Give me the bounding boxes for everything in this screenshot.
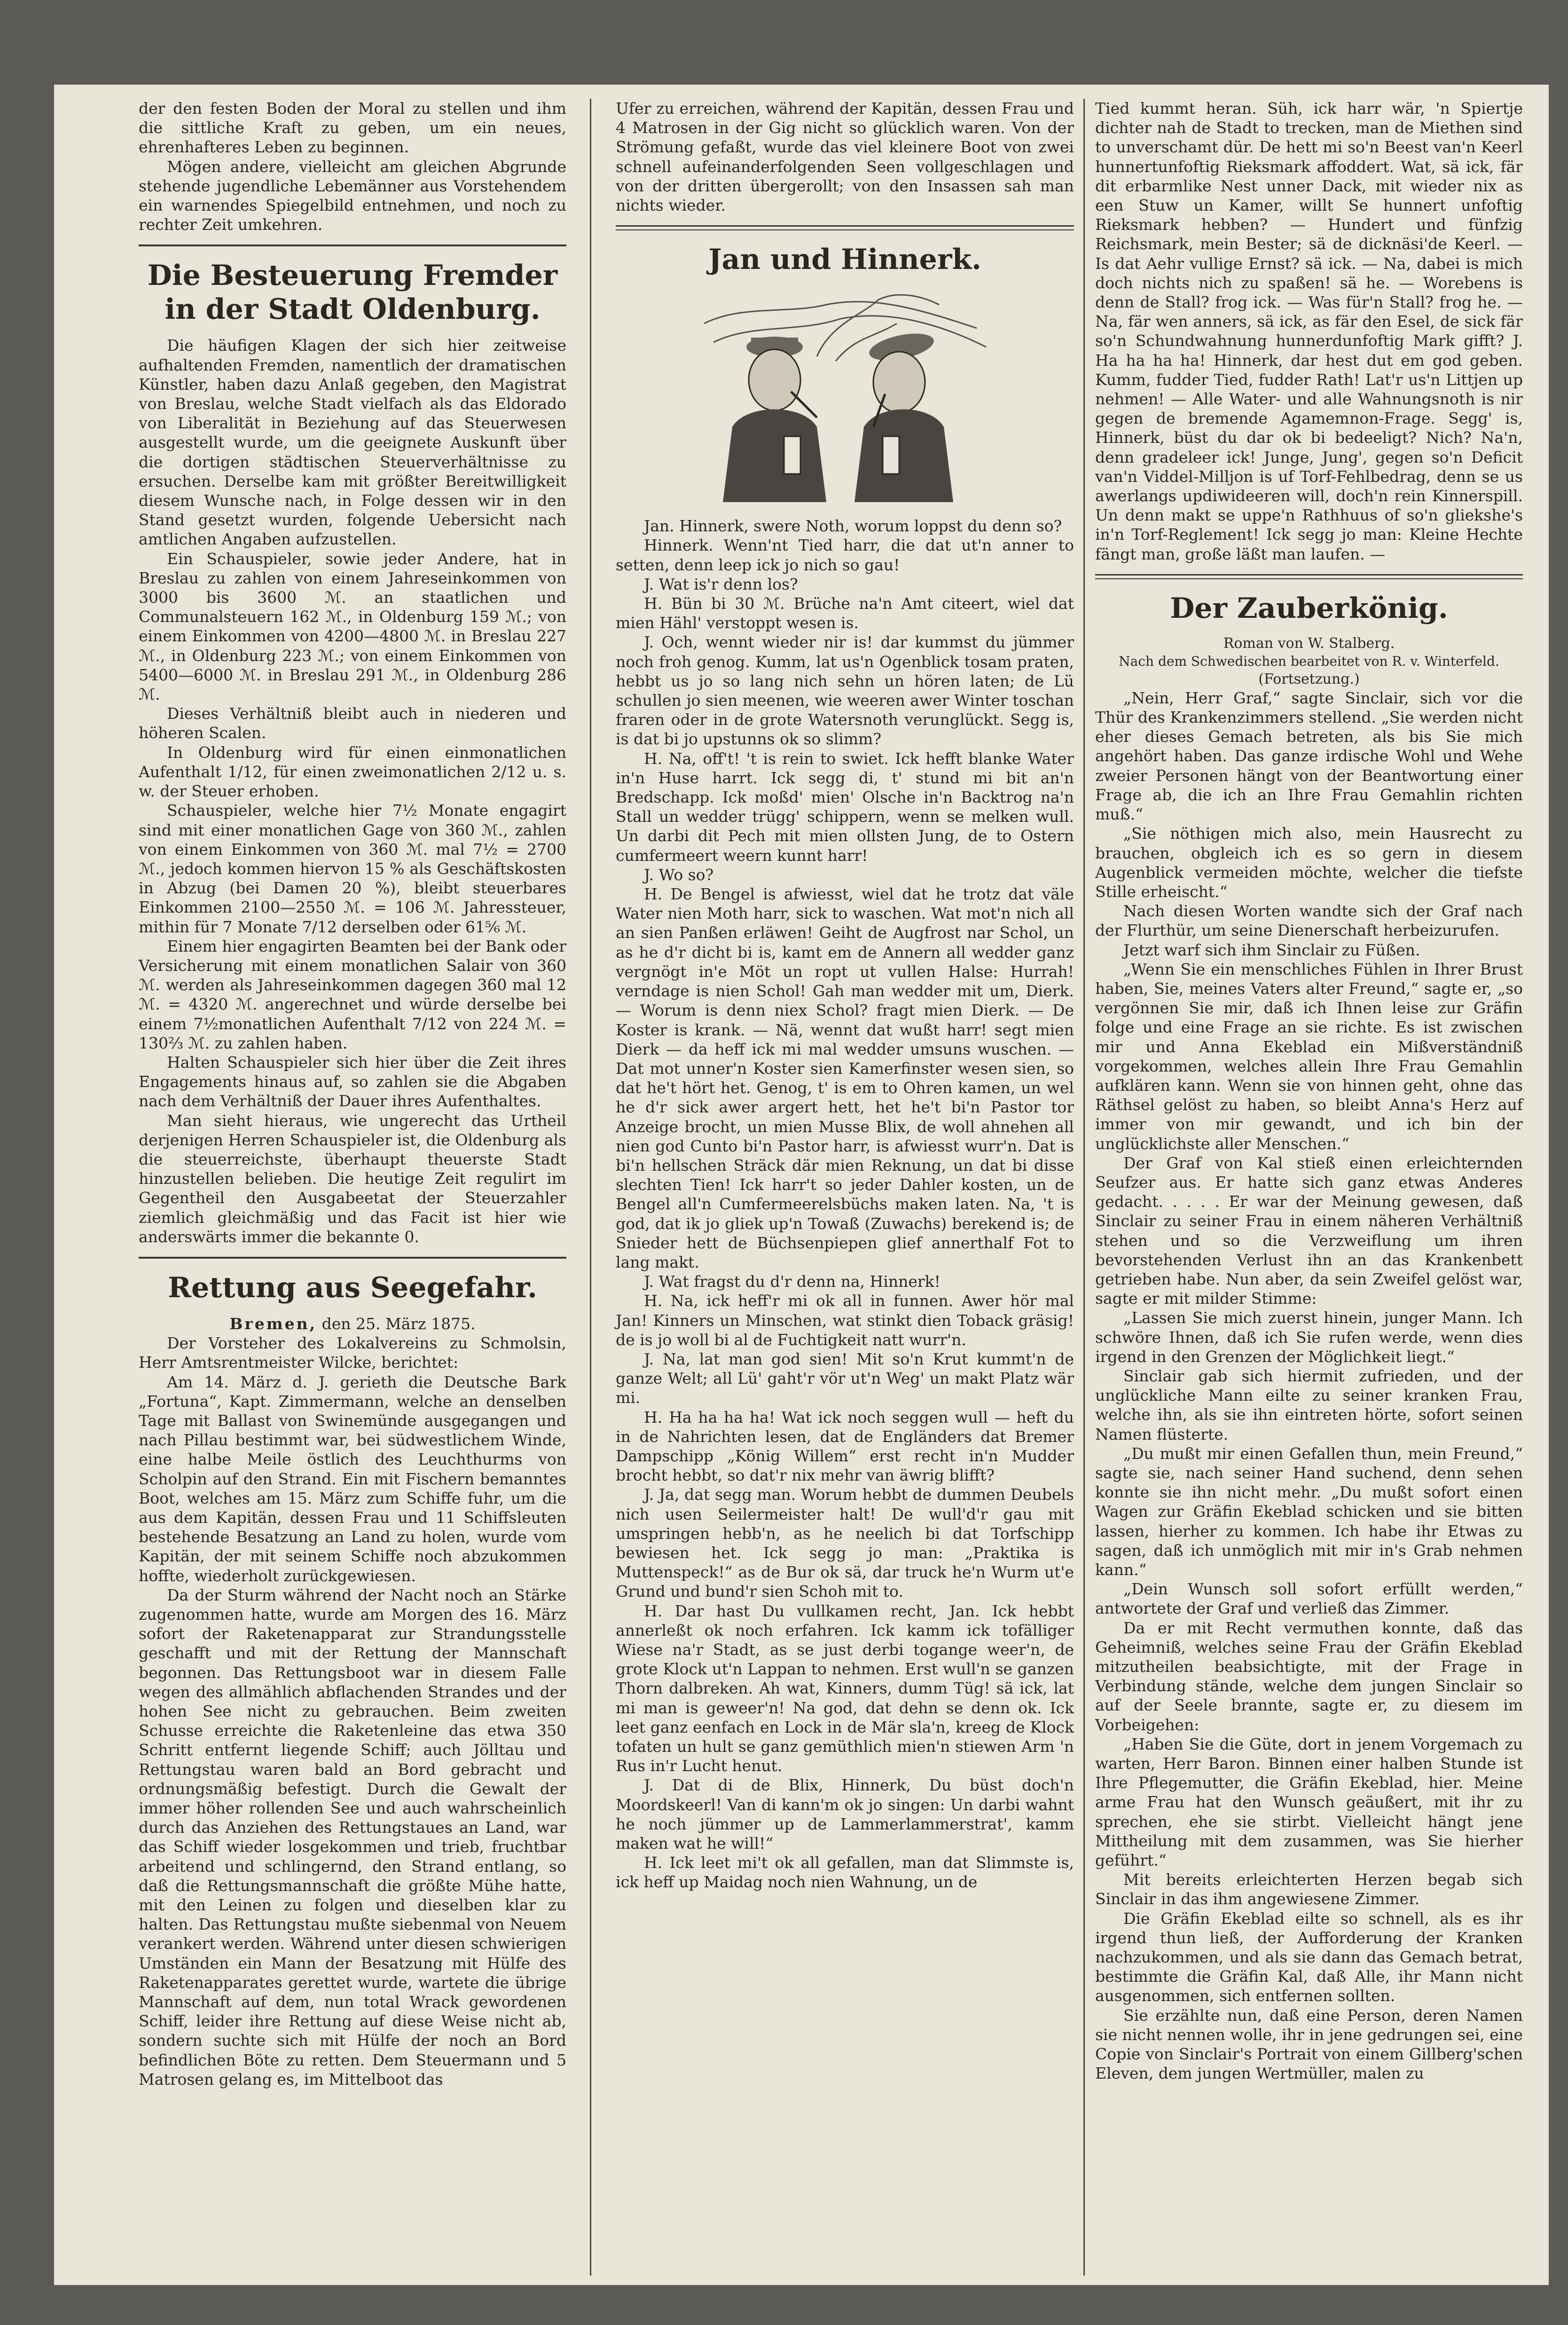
paragraph: Die häufigen Klagen der sich hier zeitweise aufhaltenden Fremden, namentlich der dramatischen Künstler, haben dazu Anlaß gegeben, den Magistrat von Breslau, welche Stadt vielfach als das Eldorado von Liberalität in Beziehung auf das Steuerwesen ausgestellt wurde, um die geeignete Auskunft über die dortigen städtischen Steuerverhältnisse zu ersuchen. Derselbe kam mit größter Bereitwilligkeit diesem Wunsche nach, in Folge dessen wir in den Stand gesetzt wurden, folgende Uebersicht nach amtlichen Angaben aufzustellen. <box>139 336 566 549</box>
paragraph: Sinclair gab sich hiermit zufrieden, und der unglückliche Mann eilte zu seiner kranken Frau, welche ihn, als sie ihn eintreten hörte, sofort seinen Namen flüsterte. <box>1095 1366 1523 1443</box>
paragraph: Da er mit Recht vermuthen konnte, daß das Geheimniß, welches seine Frau der Gräfin Ekeblad mitzutheilen beabsichtigte, mit der Frage in Verbindung stände, welche dem jungen Sinclair so auf der Seele brannte, sagte er, zu diesem im Vorbeigehen: <box>1095 1618 1523 1734</box>
paragraph: J. Wat fragst du d'r denn na, Hinnerk! <box>644 1272 941 1291</box>
paragraph: Ufer zu erreichen, während der Kapitän, dessen Frau und 4 Matrosen in der Gig nicht so glücklich waren. Von der Strömung gefaßt, wurde das viel kleinere Boot von zwei schnell aufeinanderfolgenden Seen vollgeschlagen und von der dritten übergerollt; von den Insassen sah man nichts wieder. <box>616 99 1074 215</box>
newspaper-page <box>54 85 1549 2285</box>
paragraph: J. Och, wennt wieder nir is! dar kummst du jümmer noch froh genog. Kumm, lat us'n Ogenblick tosam praten, hebbt us jo so lang nich sehn un hören laten; de Lü schullen jo sien meenen, wie weeren awer Winter toschan fraren oder in de grote Watersnoth verunglückt. Segg is, is dat bi jo upstunns ok so slimm? <box>616 633 1074 749</box>
article-subtitle: Roman von W. Stalberg. <box>1223 635 1395 652</box>
paragraph: Tied kummt heran. Süh, ick harr wär, 'n Spiertje dichter nah de Stadt to trecken, man de Miethen sind to unverschamt dür. De hett mi so'n Beest van'n Keerl hunnertunfoftig Rieksmark affoddert. Wat, sä ick, fär dit erbarmlike Nest unner Dack, mit wieder nix as een Stuw un Kamer, willt Se hunnert unfoftig Rieksmark hebben? — Hundert und fünfzig Reichsmark, mein Bester; sä de dicknäsi'de Keerl. — Is dat Aehr vullige Ernst? sä ick. — Na, dabei is mich doch nichts nich zu spaßen! sä he. — Worebens is denn de Stall? frog ick. — Was für'n Stall? frog he. — Na, fär wen anners, sä ick, as fär den Esel, de sick fär so'n Schundwahnung hunnerdunfoftig Mark gifft? J. Ha ha ha ha! Hinnerk, dar hest dut em god geben. Kumm, fudder Tied, fudder Rath! Lat'r us'n Littjen up nehmen! — Alle Water- und alle Wahnungsnoth is nir gegen de bremende Agamemnon-Frage. Segg' is, Hinnerk, büst du dar ok bi bedeeligt? Nich? Na'n, denn gradeleer ick! Junge, Jung', gegen so'n Deficit van'n Viddel-Milljon is uf Torf-Fehlbedrag, denn se us awerlangs updiwideeren will, doch'n rein Kinnerspill. Un denn makt se uppe'n Rathhuus of so'n gliekshe's in'n Torf-Reglement! Ick segg jo man: Kleine Hechte fängt man, große läßt man laufen. — <box>1095 99 1523 563</box>
divider <box>1095 574 1523 579</box>
column-2 <box>616 99 1074 1892</box>
paragraph: „Sie nöthigen mich also, mein Hausrecht zu brauchen, obgleich ich es so gern in diesem Augenblick vermeiden möchte, welcher die tiefste Stille erheischt.“ <box>1095 824 1523 901</box>
paragraph: Jan. Hinnerk, swere Noth, worum loppst du denn so? <box>644 517 1062 536</box>
divider <box>139 244 566 246</box>
paragraph: „Dein Wunsch soll sofort erfüllt werden,“ antwortete der Graf und verließ das Zimmer. <box>1095 1580 1523 1618</box>
paragraph: H. Na, off't! 't is rein to swiet. Ick hefft blanke Water in'n Huse harrt. Ick segg di, t' stund mi bit an'n Bredschapp. Ick moßd' mien' Olsche in'n Backtrog na'n Stall un wedder trügg' schippern, wenn se melken wull. Un darbi dit Pech mit mien ollsten Jung, de to Ostern cumfermeert weern kunnt harr! <box>616 749 1074 865</box>
paragraph: Der Graf von Kal stieß einen erleichternden Seufzer aus. Er hatte sich ganz etwas Anderes gedacht. . . . . Er war der Meinung gewesen, daß Sinclair zu seiner Frau in einem näheren Verhältniß stehen und so die Verzweiflung um ihren bevorstehenden Verlust ihn an das Krankenbett getrieben habe. Nun aber, da sein Zweifel gelöst war, sagte er mit milder Stimme: <box>1095 1153 1523 1308</box>
article-title-besteuerung: Die Besteuerung Fremder in der Stadt Oldenburg. <box>147 259 558 326</box>
paragraph: „Du mußt mir einen Gefallen thun, mein Freund,“ sagte sie, nach seiner Hand suchend, denn sehen konnte sie ihn nicht mehr. „Du mußt sofort einen Wagen zur Gräfin Ekeblad schicken und sie bitten lassen, hierher zu kommen. Ich habe ihr Etwas zu sagen, daß ich unmöglich mit mir in's Grab nehmen kann.“ <box>1095 1444 1523 1579</box>
paragraph: Dieses Verhältniß bleibt auch in niederen und höheren Scalen. <box>139 704 566 742</box>
paragraph: Mit bereits erleichterten Herzen begab sich Sinclair in das ihm angewiesene Zimmer. <box>1095 1870 1523 1908</box>
paragraph: H. Ick leet mi't ok all gefallen, man dat Slimmste is, ick heff up Maidag noch nien Wahnung, un de <box>616 1853 1074 1892</box>
article-title-rettung: Rettung aus Seegefahr. <box>168 1271 537 1304</box>
paragraph: Ein Schauspieler, sowie jeder Andere, hat in Breslau zu zahlen von einem Jahreseinkommen von 3000 bis 3600 ℳ. an staatlichen und Communalsteuern 162 ℳ., in Oldenburg 159 ℳ.; von einem Einkommen von 4200—4800 ℳ. in Breslau 227 ℳ., in Oldenburg 223 ℳ.; von einem Einkommen von 5400—6000 ℳ. in Breslau 291 ℳ., in Oldenburg 286 ℳ. <box>139 549 566 704</box>
divider <box>139 1257 566 1259</box>
paragraph: „Nein, Herr Graf,“ sagte Sinclair, sich vor die Thür des Krankenzimmers stellend. „Sie werden nicht eher dieses Gemach betreten, als bis Sie mich angehört haben. Das ganze irdische Wohl und Wehe zweier Personen hängt von der Beantwortung einer Frage ab, die ich an Ihre Frau Gemahlin richten muß.“ <box>1095 688 1523 824</box>
paragraph: H. De Bengel is afwiesst, wiel dat he trotz dat väle Water nien Moth harr, sick to waschen. Wat mot'n nich all an sien Panßen erläwen! Geiht de Augfrost nar Schol, un as he d'r dicht bi is, kamt em de Annern all wedder ganz vergnögt in'e Möt un ropt ut vullen Halse: Hurrah! verndage is nien Schol! Gah man wedder mit um, Dierk. — Worum is denn niex Schol? fragt mien Dierk. — De Koster is krank. — Nä, wennt dat wußt harr! segt mien Dierk — da heff ick mi mal wedder umsuns wuschen. — Dat mot unner'n Koster sien Kamerfinster wesen sien, so dat he't hört het. Genog, t' is em to Ohren kamen, un wel he d'r sick awer argert hett, het he't bi'n Pastor tor Anzeige brocht, un mien Musse Blix, de woll ahnehen all nien god Cunto bi'n Pastor harr, is afwiesst wurr'n. Dat is bi'n hellschen Sträck där mien Reknung, un dat bi disse slechten Tien! Ick harr't so jeder Dahler kosten, un de Bengel all'n Cumfermeerelsbüchs maken laten. Na, 't is god, dat ik jo gliek up'n Towaß (Zuwachs) berekend is; de Snieder hett de Büchsenpiepen glief annerthalf Fot to lang makt. <box>616 885 1074 1271</box>
paragraph: Mögen andere, vielleicht am gleichen Abgrunde stehende jugendliche Lebemänner aus Vorstehendem ein warnendes Spiegelbild entnehmen, und noch zu rechter Zeit umkehren. <box>139 157 566 234</box>
column-rule <box>1083 99 1085 2276</box>
paragraph: Die Gräfin Ekeblad eilte so schnell, als es ihr irgend thun ließ, der Aufforderung der Kranken nachzukommen, und als sie dann das Gemach betrat, bestimmte die Gräfin Kal, daß Alle, ihr Mann nicht ausgenommen, sich entfernen sollten. <box>1095 1909 1523 2005</box>
column-1 <box>139 99 566 2089</box>
paragraph: J. Wo so? <box>644 865 714 884</box>
article-title-jan-hinnerk: Jan und Hinnerk. <box>708 243 981 276</box>
paragraph: J. Dat di de Blix, Hinnerk, Du büst doch'n Moordskeerl! Van di kann'm ok jo singen: Un darbi wahnt he noch jümmer up de Lammerlammerstrat', kamm maken wat he will!“ <box>616 1776 1074 1853</box>
paragraph: H. Dar hast Du vullkamen recht, Jan. Ick hebbt annerleßt ok noch erfahren. Ick kamm ick tofälliger Wiese na'r Stadt, as se just derbi togange weer'n, de grote Klock ut'n Lappan to nehmen. Erst wull'n se ganzen Thorn dalbreken. Ah wat, Kinners, dumm Tüg! sä ick, lat mi man is geweer'n! Na god, dat dehn se denn ok. Ick leet ganz eenfach en Lock in de Mär sla'n, kreeg de Klock tofaten un hult se ganz gemüthlich mien'n stiewen Arm 'n Rus in'r Lucht henut. <box>616 1601 1074 1775</box>
paragraph: „Lassen Sie mich zuerst hinein, junger Mann. Ich schwöre Ihnen, daß ich Sie rufen werde, wenn dies irgend in den Grenzen der Möglichkeit liegt.“ <box>1095 1308 1523 1366</box>
paragraph: J. Ja, dat segg man. Worum hebbt de dummen Deubels nich usen Seilermeister halt! De wull'd'r gau mit umspringen hebb'n, as he neelich bi dat Torfschipp bewiesen het. Ick segg jo man: „Praktika is Muttenspeck!“ as de Bur ok sä, dar truck he'n Wurm ut'e Grund und bund'r sien Schoh mit to. <box>616 1485 1074 1601</box>
paragraph: Sie erzählte nun, daß eine Person, deren Namen sie nicht nennen wolle, ihr in jene gedrungen sei, eine Copie von Sinclair's Portrait von einem Gillberg'schen Eleven, dem jungen Wertmüller, malen zu <box>1095 2006 1523 2083</box>
article-title-zauberkoenig: Der Zauberkönig. <box>1170 591 1448 625</box>
paragraph: J. Na, lat man god sien! Mit so'n Krut kummt'n de ganze Welt; all Lü' gaht'r vör ut'n Weg' un makt Platz wär mi. <box>616 1349 1074 1407</box>
dateline <box>139 1314 566 1333</box>
paragraph: H. Na, ick heff'r mi ok all in funnen. Awer hör mal Jan! Kinners un Minschen, wat stinkt dien Toback gräsig! de is jo woll bi al de Fuchtigkeit natt wurr'n. <box>616 1292 1074 1349</box>
paragraph: H. Bün bi 30 ℳ. Brüche na'n Amt citeert, wiel dat mien Hähl' verstoppt wesen is. <box>616 594 1074 632</box>
paragraph: Am 14. März d. J. gerieth die Deutsche Bark „Fortuna“, Kapt. Zimmermann, welche an denselben Tage mit Ballast von Swinemünde ausgegangen und nach Pillau bestimmt war, bei südwestlichem Winde, eine halbe Meile östlich des Leuchthurms von Scholpin auf den Strand. Ein mit Fischern bemanntes Boot, welches am 15. März zum Schiffe fuhr, um die aus dem Kapitän, dessen Frau und 11 Schiffsleuten bestehende Besatzung an Land zu holen, wurde vom Kapitän, der mit seinem Schiffe noch abzukommen hoffte, wiederholt zurückgewiesen. <box>139 1372 566 1585</box>
article-translator: Nach dem Schwedischen bearbeitet von R. v. Winterfeld. <box>1119 653 1499 669</box>
dateline-place: Bremen, <box>229 1314 317 1333</box>
column-3 <box>1095 99 1523 2083</box>
paragraph: Man sieht hieraus, wie ungerecht das Urtheil derjenigen Herren Schauspieler ist, die Oldenburg als die steuerreichste, überhaupt theuerste Stadt hinzustellen belieben. Die heutige Zeit regulirt im Gegentheil den Ausgabeetat der Steuerzahler ziemlich gleichmäßig und das Facit ist hier wie anderswärts immer die bekannte 0. <box>139 1111 566 1246</box>
paragraph: Hinnerk. Wenn'nt Tied harr, die dat ut'n anner to setten, denn leep ick jo nich so gau! <box>616 536 1074 574</box>
paragraph: Halten Schauspieler sich hier über die Zeit ihres Engagements hinaus auf, so zahlen sie die Abgaben nach dem Verhältniß der Dauer ihres Aufenthaltes. <box>139 1053 566 1111</box>
paragraph: „Wenn Sie ein menschliches Fühlen in Ihrer Brust haben, Sie, meines Vaters alter Freund,“ sagte er, „so vergönnen Sie mir, daß ich Ihnen leise zur Gräfin folge und eine Frage an sie richte. Es ist zwischen mir und Anna Ekeblad ein Mißverständniß vorgekommen, welches allein Ihre Frau Gemahlin aufklären kann. Wenn sie von hinnen geht, ohne das Räthsel gelöst zu haben, so bleibt Anna's Herz auf immer von mir gewandt, und ich bin der unglücklichste aller Menschen.“ <box>1095 960 1523 1153</box>
paragraph: Nach diesen Worten wandte sich der Graf nach der Flurthür, um seine Dienerschaft herbeizurufen. <box>1095 902 1523 940</box>
dateline-date: den 25. März 1875. <box>321 1314 476 1333</box>
paragraph: Der Vorsteher des Lokalvereins zu Schmolsin, Herr Amtsrentmeister Wilcke, berichtet: <box>139 1334 566 1372</box>
divider <box>616 225 1074 230</box>
paragraph: H. Ha ha ha ha! Wat ick noch seggen wull — heft du in de Nahrichten lesen, dat de Engländers dat Bremer Dampschipp „König Willem“ erst recht in'n Mudder brocht hebbt, so dat'r nix mehr van äwrig blifft? <box>616 1408 1074 1485</box>
article-continued: (Fortsetzung.) <box>1258 670 1360 687</box>
paragraph: In Oldenburg wird für einen einmonatlichen Aufenthalt 1/12, für einen zweimonatlichen 2/12 u. s. w. der Steuer erhoben. <box>139 743 566 801</box>
paragraph: „Haben Sie die Güte, dort in jenem Vorgemach zu warten, Herr Baron. Binnen einer halben Stunde ist Ihre Pflegemutter, die Gräfin Ekeblad, hier. Meine arme Frau hat den Wunsch geäußert, mit ihr zu sprechen, ehe sie stirbt. Vielleicht hängt jene Mittheilung mit dem zusammen, was Sie hierher geführt.“ <box>1095 1734 1523 1870</box>
column-rule <box>590 99 591 2276</box>
paragraph: J. Wat is'r denn los? <box>644 575 798 593</box>
paragraph: Jetzt warf sich ihm Sinclair zu Füßen. <box>1123 940 1420 959</box>
paragraph: Einem hier engagirten Beamten bei der Bank oder Versicherung mit einem monatlichen Salair von 360 ℳ. werden als Jahreseinkommen dagegen 360 mal 12 ℳ. = 4320 ℳ. angerechnet und würde derselbe bei einem 7½monatlichen Aufenthalt 7/12 von 224 ℳ. = 130⅔ ℳ. zu zahlen haben. <box>139 937 566 1052</box>
illustration-two-men-smoking <box>676 286 1014 502</box>
paragraph: Da der Sturm während der Nacht noch an Stärke zugenommen hatte, wurde am Morgen des 16. März sofort der Raketenapparat zur Strandungsstelle geschafft und mit der Rettung der Mannschaft begonnen. Das Rettungsboot war in diesem Falle wegen des allmählich abflachenden Strandes und der hohen See nicht zu gebrauchen. Beim zweiten Schusse erreichte die Raketenleine das etwa 350 Schritt entfernt liegende Schiff; auch Jölltau und Rettungstau waren bald an Bord gebracht und ordnungsmäßig befestigt. Durch die Gewalt der immer höher rollenden See und auch wahrscheinlich durch das Anziehen des Rettungstaues an Land, war das Schiff wieder losgekommen und trieb, fruchtbar arbeitend und schlingernd, den Strand entlang, so daß die Rettungsmannschaft die größte Mühe hatte, mit den Leinen zu folgen und dieselben klar zu halten. Das Rettungstau mußte siebenmal von Neuem verankert werden. Während unter diesen schwierigen Umständen ein Mann der Besatzung mit Hülfe des Raketenapparates gerettet wurde, wartete die übrige Mannschaft auf dem, nun total Wrack gewordenen Schiff, leider ihre Rettung auf diese Weise nicht ab, sondern suchte sich mit Hülfe der noch an Bord befindlichen Böte zu retten. Dem Steuermann und 5 Matrosen gelang es, im Mittelboot das <box>139 1585 566 2089</box>
paragraph: der den festen Boden der Moral zu stellen und ihm die sittliche Kraft zu geben, um ein neues, ehrenhafteres Leben zu beginnen. <box>139 99 566 157</box>
paragraph: Schauspieler, welche hier 7½ Monate engagirt sind mit einer monatlichen Gage von 360 ℳ., zahlen von einem Einkommen von 360 ℳ. mal 7½ = 2700 ℳ., jedoch kommen hiervon 15 % als Geschäftskosten in Abzug (bei Damen 20 %), bleibt steuerbares Einkommen 2100—2550 ℳ. = 106 ℳ. Jahressteuer, mithin für 7 Monate 7/12 derselben oder 61⅚ ℳ. <box>139 801 566 936</box>
